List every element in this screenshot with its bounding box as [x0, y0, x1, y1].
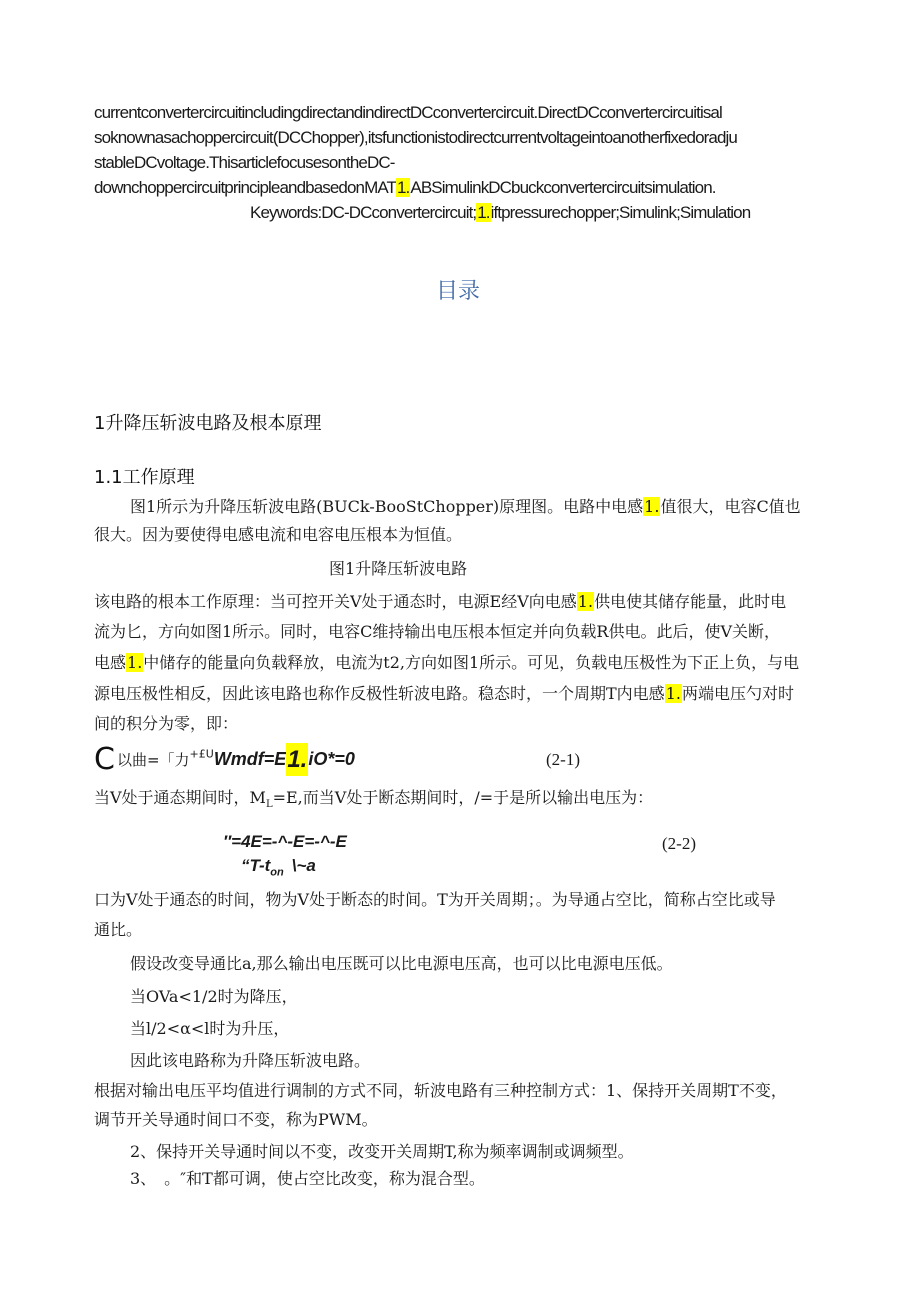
subscript: on — [270, 866, 284, 879]
paragraph-line: 通比。 — [94, 920, 143, 939]
abstract-line-4 — [94, 175, 716, 201]
equation-superscript: +£U — [189, 747, 214, 761]
highlight: 1. — [577, 592, 594, 611]
paragraph-line: 调节开关导通时间口不变，称为PWM。 — [94, 1110, 378, 1129]
paragraph-text: 值很大，电容C值也 — [660, 497, 801, 516]
paragraph-line: 很大。因为要使得电感电流和电容电压根本为恒值。 — [94, 525, 463, 544]
paragraph-line: 间的积分为零，即： — [94, 714, 239, 733]
paragraph-line: 因此该电路称为升降压斩波电路。 — [130, 1051, 371, 1070]
paragraph-line: 当l/2<α<l时为升压， — [130, 1019, 290, 1038]
paragraph-line: 当OVa<1/2时为降压， — [130, 987, 298, 1006]
abstract-line-3: stableDCvoltage.ThisarticlefocusesontheDC- — [94, 153, 395, 172]
abstract-line-2: soknownasachoppercircuit(DCChopper),itsfunctionistodirectcurrentvoltageintoanotherfixedoradju — [94, 128, 737, 147]
highlight: 1. — [644, 497, 660, 516]
highlight: 1. — [397, 178, 410, 197]
equation-text: iO*=0 — [308, 749, 355, 769]
subscript: L — [265, 799, 273, 811]
highlight: 1. — [127, 653, 143, 672]
highlight: 1. — [477, 203, 490, 222]
section-heading-1: 1升降压斩波电路及根本原理 — [94, 413, 322, 434]
equation-text: 以曲=「力 — [116, 751, 190, 769]
figure-caption: 图1升降压斩波电路 — [329, 559, 468, 578]
paragraph-text: 中储存的能量向负载释放，电流为t2,方向如图1所示。可见，负载电压极性为下正上负，与电 — [143, 653, 800, 672]
equation-number: (2-2) — [662, 834, 696, 853]
paragraph-text: 源电压极性相反，因此该电路也称作反极性斩波电路。稳态时，一个周期T内电感 — [94, 684, 665, 703]
paragraph-line: 流为匕，方向如图1所示。同时，电容C维持输出电压根本恒定并向负载R供电。此后，使V关断， — [94, 622, 781, 641]
section-heading-1-1: 1.1工作原理 — [94, 467, 195, 488]
paragraph-line — [130, 495, 801, 519]
paragraph-text: 电感 — [94, 653, 127, 672]
keywords-text: Keywords:DC-DCconvertercircuit; — [250, 203, 477, 222]
equation-text: \~a — [291, 856, 316, 875]
equation-text: “T-t — [241, 856, 271, 875]
paragraph-text: 供电使其储存能量，此时电 — [594, 592, 787, 611]
paragraph-text: 当V处于通态期间时，M — [94, 788, 266, 807]
paragraph-text: 该电路的根本工作原理：当可控开关V处于通态时，电源E经V向电感 — [94, 592, 577, 611]
paragraph-text: 图1所示为升降压斩波电路(BUCk-BooStChopper)原理图。电路中电感 — [130, 497, 644, 516]
highlight: 1. — [286, 743, 308, 776]
paragraph-line — [94, 651, 799, 675]
paragraph-line: 假设改变导通比a,那么输出电压既可以比电源电压高，也可以比电源电压低。 — [130, 954, 673, 973]
paragraph-line: 口为V处于通态的时间，物为V处于断态的时间。T为开关周期；。为导通占空比，简称占空比或导 — [94, 890, 776, 909]
abstract-text: ABSimulinkDCbuckconvertercircuitsimulation. — [410, 178, 716, 197]
paragraph-line: 3、 。″和T都可调，使占空比改变，称为混合型。 — [130, 1169, 485, 1188]
abstract-line-1: currentconvertercircuitincludingdirectandindirectDCconvertercircuit.DirectDCconvertercircuitisal — [94, 103, 722, 122]
paragraph-line — [94, 786, 653, 817]
paragraph-text: 两端电压勺对时 — [681, 684, 794, 703]
highlight: 1. — [665, 684, 681, 703]
paragraph-line: 根据对输出电压平均值进行调制的方式不同，斩波电路有三种控制方式：1、保持开关周期T不变， — [94, 1081, 787, 1100]
toc-title: 目录 — [436, 279, 481, 304]
equation-2-1 — [94, 742, 355, 778]
abstract-text: downchoppercircuitprincipleandbasedonMAT — [94, 178, 396, 197]
keywords-line — [250, 200, 750, 226]
paragraph-line — [94, 590, 786, 614]
equation-symbol: C — [94, 742, 115, 777]
keywords-text: iftpressurechopper;Simulink;Simulation — [490, 203, 751, 222]
paragraph-text: =E,而当V处于断态期间时，/=于是所以输出电压为： — [272, 788, 654, 807]
equation-number: (2-1) — [546, 750, 580, 769]
paragraph-line — [94, 682, 794, 706]
equation-2-2-line-1: ″=4E=-^-E=-^-E — [223, 832, 347, 851]
paragraph-line: 2、保持开关导通时间以不变，改变开关周期T,称为频率调制或调频型。 — [130, 1142, 634, 1161]
equation-text: Wmdf=E — [213, 749, 287, 769]
equation-2-2-line-2 — [241, 856, 316, 878]
